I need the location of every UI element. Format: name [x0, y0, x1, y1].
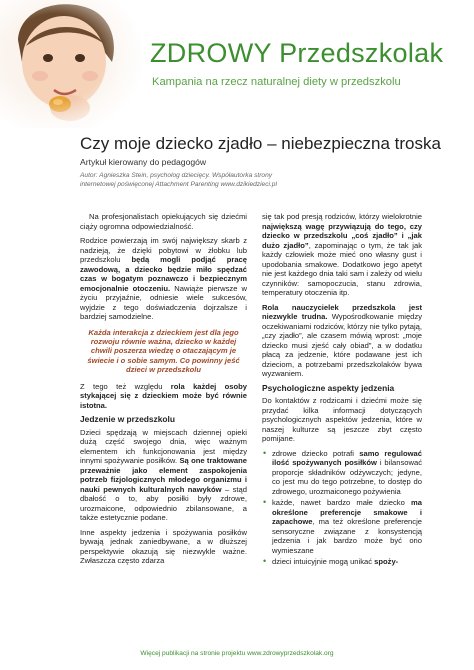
section-heading: Psychologiczne aspekty jedzenia [262, 382, 395, 393]
text-bold: rola każdej osoby stykającej się z dzieckiem może być równie istotna. [80, 381, 247, 410]
text: Dzieci spędzają w miejscach dziennej opieki dużą część swojego dnia, więc ważnym elementem ich funkcjonowania jest między innymi spożywanie posiłków. [80, 427, 247, 466]
paragraph [262, 303, 422, 379]
text: zdrowe dziecko potrafi [272, 448, 360, 458]
text-bold: największą wagę przywiązują do tego, czy dziecko w przedszkolu „coś zjadło” i „jak dużo zjadło” [262, 221, 422, 250]
list-item [262, 557, 422, 567]
text: dzieci intuicyjnie mogą unikać [272, 557, 375, 566]
author-line: Autor: Agnieszka Stein, psycholog dziecięcy. Współautorka strony [80, 172, 273, 179]
paragraph: Inne aspekty jedzenia i spożywania posiłków bywają jednak zaniedbywane, a w dłuższej perspektywie okazują się niezwykle ważne. Zwłaszcza często zdarza [80, 527, 247, 566]
paragraph [80, 382, 247, 411]
text: , ma też określone preferencje sensoryczne związane z konsystencją jedzenia i jak bardzo może być ono wymieszane [272, 517, 422, 555]
paragraph: Na profesjonalistach opiekujących się dziećmi ciąży ogromna odpowiedzialność. [80, 212, 247, 231]
paragraph [80, 236, 247, 322]
text: Wypośrodkowanie między oczekiwaniami rodziców, którzy nie tylko pytają, „czy zjadło”, ale czasem mówią wprost: „moje dziecko musi zjeść cały obiad”, a w dodatku płacą za jedzenie, które podawane jest ich dzieciom, a potrzebami przedszkolaków bywa wyzwaniem. [262, 312, 422, 378]
paragraph [262, 212, 422, 298]
child-photo [0, 0, 145, 128]
text: Z tego też względu [80, 381, 171, 391]
left-column [80, 212, 247, 571]
section-heading: Jedzenie w przedszkolu [80, 414, 175, 425]
text: – stąd dbałość o to, aby posiłki były zdrowe, urozmaicone, odpowiednio zbilansowane, a także estetycznie podane. [80, 484, 247, 523]
text-bold: ma określone preferencje smakowe i zapachowe [272, 498, 422, 526]
text: i bilansować proporcje składników odżywczych; jedyne, co jest mu do tego potrzebne, to dostęp do zdrowego, urozmaiconego pożywienia [272, 458, 422, 496]
paragraph [80, 428, 247, 523]
right-column [262, 212, 422, 569]
text: Nawiąże pierwsze w życiu przyjaźnie, odniesie wiele sukcesów, wyjdzie z tego doświadczenia dojrzalsze i bardziej samodzielne. [80, 283, 248, 321]
pull-quote: Każda interakcja z dzieckiem jest dla jego rozwoju równie ważna, dziecko w każdej chwili poszerza wiedzę o otaczającym je świecie i o sobie samym. Co powinny jeść dzieci w przedszkolu [87, 327, 240, 375]
author-note [80, 171, 400, 189]
bullet-list [262, 449, 422, 567]
article-subtitle: Artykuł kierowany do pedagogów [80, 157, 207, 167]
text-bold: samo regulować ilość spożywanych posiłków [272, 448, 422, 467]
list-item [262, 498, 422, 555]
text-bold: będą mogli podjąć pracę zawodową, a dziecko będzie miło spędzać czas w bogatym poznawczo i bezpiecznym emocjonalnie otoczeniu. [80, 255, 247, 293]
text: się tak pod presją rodziców, którzy wielokrotnie [262, 212, 422, 221]
text-bold: Są one traktowane przeważnie jako element zaspokojenia potrzeb fizjologicznych młodego organizmu i nauki pewnych kulturalnych nawyków [80, 456, 248, 494]
list-item [262, 449, 422, 497]
article-title: Czy moje dziecko zjadło – niebezpieczna troska [80, 134, 441, 153]
paragraph: Do kontaktów z rodzicami i dziećmi może się przydać kilka informacji dotyczących psychologicznych aspektów jedzenia, które w naszej kulturze są jeszcze zbyt często pomijane. [262, 396, 422, 443]
author-line: internetowej poświęconej Attachment Parenting www.dzikiedzieci.pl [80, 181, 277, 188]
text: Rodzice powierzają im swój największy skarb z nadzieją, że dzięki pobytowi w żłobku lub przedszkolu [80, 236, 247, 264]
text-bold: spoży- [374, 557, 399, 566]
text: każde, nawet bardzo małe dziecko [272, 498, 412, 507]
text-bold: Rola nauczycielek przedszkola jest niezwykle trudna. [262, 302, 422, 321]
brand-subtitle: Kampania na rzecz naturalnej diety w przedszkolu [152, 76, 401, 88]
footer-note: Więcej publikacji na stronie projektu www.zdrowyprzedszkolak.org [140, 650, 334, 657]
text: , zapominając o tym, że tak jak każdy człowiek może mieć ono własny gust i upodobania smakowe. Dodatkowo jego apetyt nie jest każdego dnia taki sam i zależy od wielu czynników: samopoczucia, stanu zdrowia, temperatury otoczenia itp. [262, 240, 422, 297]
brand-title: ZDROWY Przedszkolak [150, 38, 444, 68]
